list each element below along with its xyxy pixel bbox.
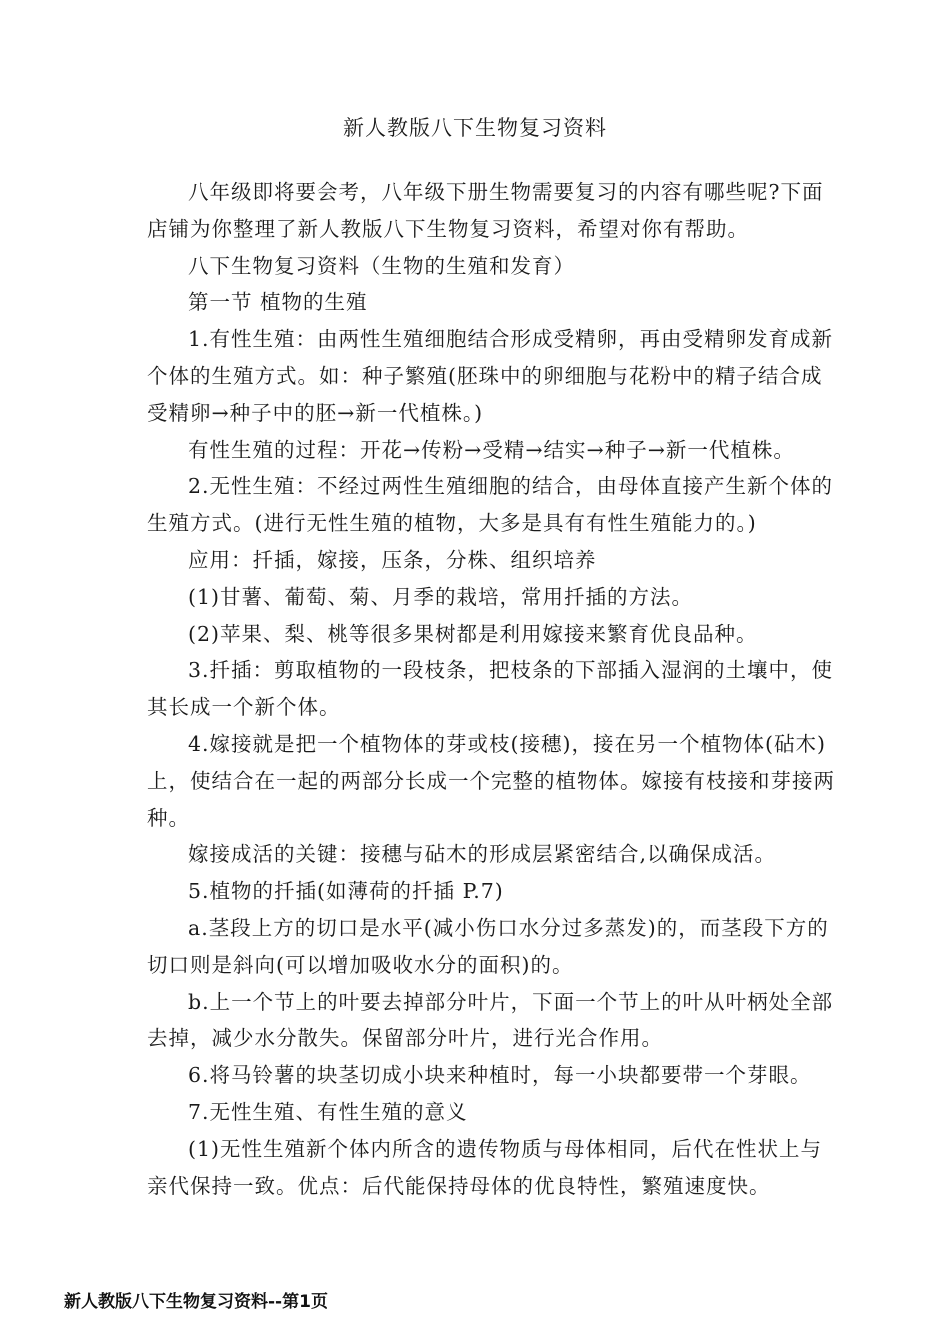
paragraph-application-2: (2)苹果、梨、桃等很多果树都是利用嫁接来繁育优良品种。 [188, 621, 758, 646]
paragraph-asexual-reproduction: 2.无性生殖：不经过两性生殖细胞的结合，由母体直接产生新个体的生殖方式。(进行无性生殖的植物，大多是具有有性生殖能力的。) [147, 474, 834, 536]
paragraph-grafting-key: 嫁接成活的关键：接穗与砧木的形成层紧密结合,以确保成活。 [188, 842, 777, 867]
paragraph-cutting-example: 5.植物的扦插(如薄荷的扦插 P.7) [188, 879, 504, 904]
document-title: 新人教版八下生物复习资料 [343, 116, 607, 140]
paragraph-cutting-b: b.上一个节上的叶要去掉部分叶片，下面一个节上的叶从叶柄处全部去掉，减少水分散失。保留部分叶片，进行光合作用。 [147, 989, 834, 1051]
paragraph-cutting: 3.扦插：剪取植物的一段枝条，把枝条的下部插入湿润的土壤中，使其长成一个新个体。 [147, 658, 834, 720]
paragraph-chapter-heading: 第一节 植物的生殖 [188, 290, 368, 315]
paragraph-potato: 6.将马铃薯的块茎切成小块来种植时，每一小块都要带一个芽眼。 [188, 1063, 812, 1088]
paragraph-section-heading: 八下生物复习资料（生物的生殖和发育） [188, 253, 575, 278]
paragraph-sexual-reproduction: 1.有性生殖：由两性生殖细胞结合形成受精卵，再由受精卵发育成新个体的生殖方式。如：种子繁殖(胚珠中的卵细胞与花粉中的精子结合成受精卵→种子中的胚→新一代植株。) [147, 327, 834, 425]
paragraph-significance-heading: 7.无性生殖、有性生殖的意义 [188, 1099, 468, 1124]
paragraph-applications: 应用：扦插，嫁接，压条，分株、组织培养 [188, 547, 597, 572]
paragraph-grafting: 4.嫁接就是把一个植物体的芽或枝(接穗)，接在另一个植物体(砧木)上，使结合在一起的两部分长成一个完整的植物体。嫁接有枝接和芽接两种。 [147, 731, 835, 830]
paragraph-sexual-process: 有性生殖的过程：开花→传粉→受精→结实→种子→新一代植株。 [188, 437, 795, 462]
paragraph-significance-1: (1)无性生殖新个体内所含的遗传物质与母体相同，后代在性状上与亲代保持一致。优点：后代能保持母体的优良特性，繁殖速度快。 [147, 1136, 823, 1198]
paragraph-intro: 八年级即将要会考，八年级下册生物需要复习的内容有哪些呢?下面店铺为你整理了新人教版八下生物复习资料，希望对你有帮助。 [147, 180, 824, 241]
paragraph-application-1: (1)甘薯、葡萄、菊、月季的栽培，常用扦插的方法。 [188, 584, 694, 609]
paragraph-cutting-a: a.茎段上方的切口是水平(减小伤口水分过多蒸发)的，而茎段下方的切口则是斜向(可以增加吸收水分的面积)的。 [147, 915, 829, 977]
document-body [147, 174, 837, 1204]
page-footer: 新人教版八下生物复习资料--第1页 [64, 1292, 328, 1312]
